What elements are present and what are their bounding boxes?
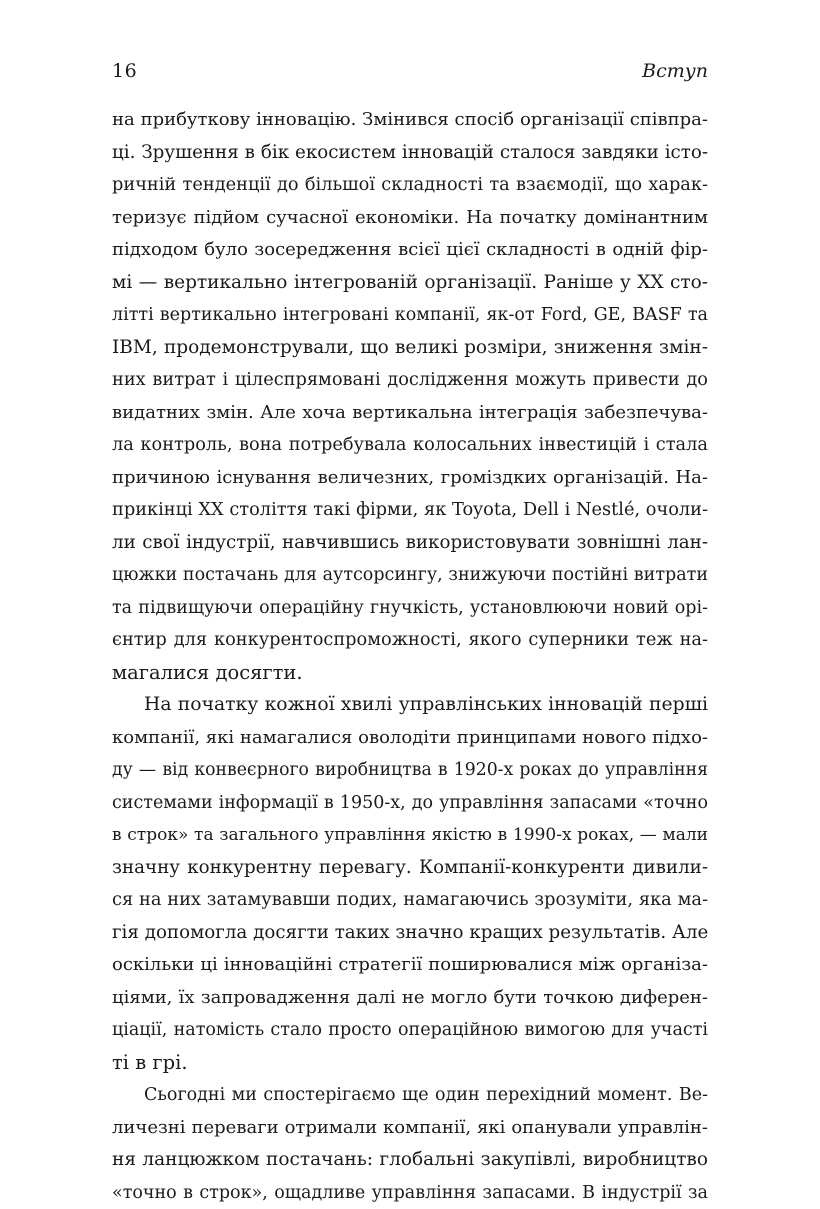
text-line: На початку кожної хвилі управлінських інновацій перші xyxy=(112,689,708,722)
text-line: ня ланцюжком постачань: глобальні закупівлі, виробництво xyxy=(112,1144,708,1177)
text-line: ла контроль, вона потребувала колосальних інвестицій і стала xyxy=(112,429,708,462)
text-line: IBM, продемонстрували, що великі розміри, зниження змін- xyxy=(112,332,708,365)
text-line: личезні переваги отримали компанії, які опанували управлін- xyxy=(112,1112,708,1145)
text-line: на прибуткову інновацію. Змінився спосіб організації співпра- xyxy=(112,104,708,137)
paragraph-2 xyxy=(112,689,708,1079)
text-line: ці. Зрушення в бік екосистем інновацій сталося завдяки істо- xyxy=(112,137,708,170)
text-line: ли свої індустрії, навчившись використовувати зовнішні лан- xyxy=(112,527,708,560)
text-line: мі — вертикально інтегрованій організації. Раніше у XX сто- xyxy=(112,267,708,300)
text-line: цюжки постачань для аутсорсингу, знижуючи постійні витрати xyxy=(112,559,708,592)
text-line: ричній тенденції до більшої складності та взаємодії, що харак- xyxy=(112,169,708,202)
text-line: магалися досягти. xyxy=(112,657,708,690)
text-line: видатних змін. Але хоча вертикальна інтеграція забезпечува- xyxy=(112,397,708,430)
text-line: ціями, їх запровадження далі не могло бути точкою диферен- xyxy=(112,982,708,1015)
text-line: «точно в строк», ощадливе управління запасами. В індустрії за xyxy=(112,1177,708,1209)
text-line: системами інформації в 1950-х, до управління запасами «точно xyxy=(112,787,708,820)
text-line: літті вертикально інтегровані компанії, як-от Ford, GE, BASF та xyxy=(112,299,708,332)
text-line: та підвищуючи операційну гнучкість, установлюючи новий орі- xyxy=(112,592,708,625)
text-line: Сьогодні ми спостерігаємо ще один перехідний момент. Ве- xyxy=(112,1079,708,1112)
text-line: прикінці XX століття такі фірми, як Toyota, Dell і Nestlé, очоли- xyxy=(112,494,708,527)
paragraph-3 xyxy=(112,1079,708,1209)
body-text xyxy=(112,104,708,1209)
text-line: компанії, які намагалися оволодіти принципами нового підхо- xyxy=(112,722,708,755)
paragraph-1 xyxy=(112,104,708,689)
text-line: в строк» та загального управління якістю в 1990-х роках, — мали xyxy=(112,819,708,852)
text-line: значну конкурентну перевагу. Компанії-конкуренти дивили- xyxy=(112,852,708,885)
text-line: ті в грі. xyxy=(112,1047,708,1080)
running-header xyxy=(112,60,708,94)
section-title: Вступ xyxy=(642,60,708,82)
text-line: ду — від конвеєрного виробництва в 1920-х роках до управління xyxy=(112,754,708,787)
text-line: гія допомогла досягти таких значно кращих результатів. Але xyxy=(112,917,708,950)
book-page xyxy=(112,60,708,1180)
text-line: оскільки ці інноваційні стратегії поширювалися між організа- xyxy=(112,949,708,982)
page-number: 16 xyxy=(112,60,137,82)
text-line: ся на них затамувавши подих, намагаючись зрозуміти, яка ма- xyxy=(112,884,708,917)
text-line: теризує підйом сучасної економіки. На початку домінантним xyxy=(112,202,708,235)
text-line: ціації, натомість стало просто операційною вимогою для участі xyxy=(112,1014,708,1047)
text-line: єнтир для конкурентоспроможності, якого суперники теж на- xyxy=(112,624,708,657)
text-line: причиною існування величезних, громіздких організацій. На- xyxy=(112,462,708,495)
text-line: підходом було зосередження всієї цієї складності в одній фір- xyxy=(112,234,708,267)
text-line: них витрат і цілеспрямовані дослідження можуть привести до xyxy=(112,364,708,397)
